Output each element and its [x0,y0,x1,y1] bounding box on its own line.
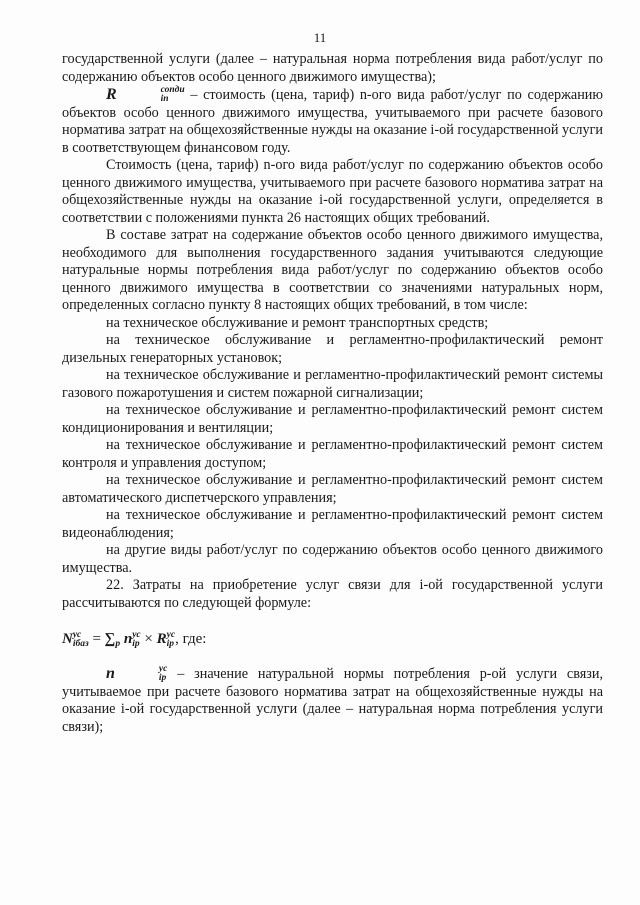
paragraph-continuation: государственной услуги (далее – натуральная норма потребления вида работ/услуг по содержанию объектов особо ценного движимого имущества); [62,51,603,85]
paragraph-natural-norms: В составе затрат на содержание объектов особо ценного движимого имущества, необходимого для выполнения государственного задания учитываются следующие натуральные нормы потребления вида работ/услуг по содержанию объектов особо ценного движимого имущества в соответствии со значениями натуральных норм, определенных согласно пункту 8 настоящих общих требований, в том числе: [62,227,603,313]
symbol-R-in: R сопди in [106,85,185,105]
list-item: на техническое обслуживание и ремонт транспортных средств; [106,314,489,331]
list-item: на техническое обслуживание и регламентно-профилактический ремонт систем автоматического диспетчерского управления; [62,472,603,506]
paragraph-n-definition: n ус ip – значение натуральной нормы потребления p-ой услуги связи, учитываемое при расчете базового норматива затрат на общехозяйственные нужды на оказание i-ой государственной услуги (далее – натуральная норма потребления услуги связи); [62,664,603,735]
list-item: на техническое обслуживание и регламентно-профилактический ремонт систем кондиционирования и вентиляции; [62,402,603,436]
formula: N ус iбаз = ∑ p n ус ip × R ус ip , где: [62,629,207,649]
list-item: на техническое обслуживание и регламентно-профилактический ремонт систем контроля и управления доступом; [62,437,603,471]
document-body [62,51,603,736]
list-item: на техническое обслуживание и регламентно-профилактический ремонт системы газового пожаротушения и систем пожарной сигнализации; [62,367,603,401]
list-item: на техническое обслуживание и регламентно-профилактический ремонт систем видеонаблюдения; [62,507,603,541]
paragraph-cost-determination: Стоимость (цена, тариф) n-ого вида работ/услуг по содержанию объектов особо ценного движимого имущества, учитываемого при расчете базового норматива затрат на общехозяйственные нужды на оказание i-ой государственной услуги, определяется в соответствии с положениями пункта 26 настоящих общих требований. [62,157,603,226]
list-item: на другие виды работ/услуг по содержанию объектов особо ценного движимого имущества. [62,542,603,576]
page-number: 11 [313,30,327,45]
symbol-n-ip: n ус ip [106,664,168,684]
list-item: на техническое обслуживание и регламентно-профилактический ремонт дизельных генераторных установок; [62,332,603,366]
paragraph-R-definition: R сопди in – стоимость (цена, тариф) n-ого вида работ/услуг по содержанию объектов особо ценного движимого имущества, учитываемого при расчете базового норматива затрат на общехозяйственные нужды на оказание i-ой государственной услуги в соответствующем финансовом году. [62,85,603,156]
paragraph-22: 22. Затраты на приобретение услуг связи для i-ой государственной услуги рассчитываются по следующей формуле: [62,577,603,611]
